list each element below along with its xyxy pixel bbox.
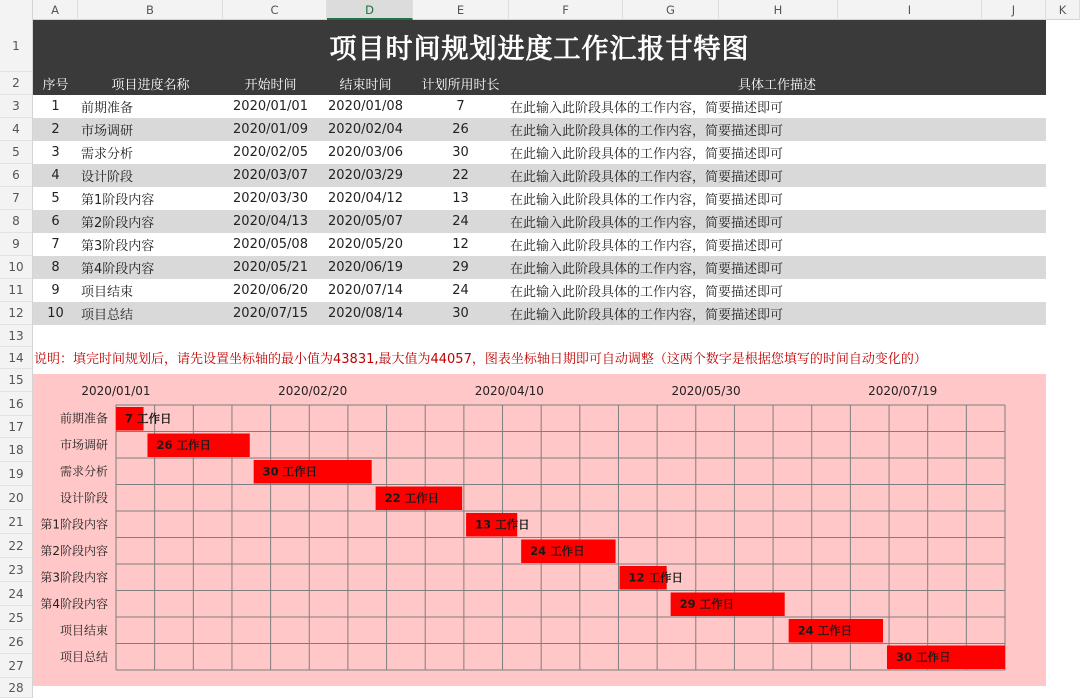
y-category-label: 第1阶段内容 bbox=[40, 517, 108, 532]
select-all-corner[interactable] bbox=[0, 0, 33, 20]
x-tick-label: 2020/04/10 bbox=[474, 384, 544, 398]
cell-name[interactable]: 第2阶段内容 bbox=[81, 216, 155, 231]
cell-end[interactable]: 2020/05/07 bbox=[328, 214, 403, 229]
row-header-1[interactable]: 1 bbox=[0, 20, 32, 72]
y-category-label: 前期准备 bbox=[59, 411, 108, 426]
bar-data-label: 13 工作日 bbox=[475, 517, 530, 532]
x-tick-label: 2020/01/01 bbox=[81, 384, 151, 398]
column-header-h[interactable]: H bbox=[719, 0, 838, 20]
table-row bbox=[33, 210, 1046, 233]
row-header-8[interactable]: 8 bbox=[0, 210, 32, 233]
row-header-4[interactable]: 4 bbox=[0, 118, 32, 141]
cell-seq[interactable]: 8 bbox=[51, 260, 60, 275]
gantt-chart[interactable] bbox=[33, 374, 1046, 686]
column-header-bar bbox=[0, 0, 1080, 20]
cell-end[interactable]: 2020/06/19 bbox=[328, 260, 403, 275]
header-start[interactable]: 开始时间 bbox=[244, 78, 297, 93]
table-row bbox=[33, 302, 1046, 325]
cell-duration[interactable]: 24 bbox=[452, 283, 469, 298]
cell-seq[interactable]: 3 bbox=[51, 145, 60, 160]
row-header-14[interactable]: 14 bbox=[0, 347, 32, 369]
y-category-label: 第2阶段内容 bbox=[40, 543, 108, 558]
bar-data-label: 12 工作日 bbox=[628, 570, 684, 585]
bar-data-label: 30 工作日 bbox=[262, 464, 318, 479]
bar-data-label: 24 工作日 bbox=[530, 543, 585, 558]
cell-name[interactable]: 项目结束 bbox=[81, 285, 134, 300]
cell-desc[interactable]: 在此输入此阶段具体的工作内容，简要描述即可 bbox=[510, 308, 784, 323]
row-header-19[interactable]: 19 bbox=[0, 462, 32, 486]
row-header-17[interactable]: 17 bbox=[0, 416, 32, 438]
cell-seq[interactable]: 7 bbox=[51, 237, 60, 252]
column-header-e[interactable]: E bbox=[413, 0, 509, 20]
table-header-row bbox=[33, 72, 1046, 95]
cell-seq[interactable]: 2 bbox=[51, 122, 60, 137]
column-header-b[interactable]: B bbox=[78, 0, 223, 20]
cell-start[interactable]: 2020/03/07 bbox=[233, 168, 308, 183]
cell-desc[interactable]: 在此输入此阶段具体的工作内容，简要描述即可 bbox=[510, 193, 784, 208]
cell-start[interactable]: 2020/07/15 bbox=[233, 306, 308, 321]
header-seq[interactable]: 序号 bbox=[42, 78, 69, 93]
row-header-23[interactable]: 23 bbox=[0, 558, 32, 582]
row-header-10[interactable]: 10 bbox=[0, 256, 32, 279]
row-header-6[interactable]: 6 bbox=[0, 164, 32, 187]
cell-duration[interactable]: 29 bbox=[452, 260, 469, 275]
cell-start[interactable]: 2020/01/01 bbox=[233, 99, 308, 114]
cell-start[interactable]: 2020/06/20 bbox=[233, 283, 308, 298]
x-tick-label: 2020/02/20 bbox=[278, 384, 348, 398]
row-header-12[interactable]: 12 bbox=[0, 302, 32, 325]
cell-desc[interactable]: 在此输入此阶段具体的工作内容，简要描述即可 bbox=[510, 239, 784, 254]
row-header-7[interactable]: 7 bbox=[0, 187, 32, 210]
y-category-label: 项目结束 bbox=[59, 623, 108, 638]
cell-desc[interactable]: 在此输入此阶段具体的工作内容，简要描述即可 bbox=[510, 147, 784, 162]
cell-duration[interactable]: 30 bbox=[452, 306, 469, 321]
cell-desc[interactable]: 在此输入此阶段具体的工作内容，简要描述即可 bbox=[510, 262, 784, 277]
column-header-i[interactable]: I bbox=[838, 0, 982, 20]
cell-start[interactable]: 2020/04/13 bbox=[233, 214, 308, 229]
row-header-13[interactable]: 13 bbox=[0, 325, 32, 347]
cell-desc[interactable]: 在此输入此阶段具体的工作内容，简要描述即可 bbox=[510, 285, 784, 300]
row-header-27[interactable]: 27 bbox=[0, 654, 32, 678]
row-header-15[interactable]: 15 bbox=[0, 369, 32, 392]
table-row bbox=[33, 118, 1046, 141]
y-category-label: 项目总结 bbox=[59, 649, 108, 664]
cell-name[interactable]: 前期准备 bbox=[81, 101, 134, 116]
gantt-chart-svg bbox=[33, 374, 1046, 686]
cell-duration[interactable]: 24 bbox=[452, 214, 469, 229]
row-header-16[interactable]: 16 bbox=[0, 392, 32, 416]
instruction-note[interactable]: 说明：填完时间规划后，请先设置坐标轴的最小值为43831,最大值为44057，图表坐标轴日期即可自动调整（这两个数字是根据您填写的时间自动变化的） bbox=[34, 351, 927, 367]
x-tick-label: 2020/05/30 bbox=[671, 384, 741, 398]
table-row bbox=[33, 95, 1046, 118]
cell-seq[interactable]: 4 bbox=[51, 168, 60, 183]
header-duration[interactable]: 计划所用时长 bbox=[421, 78, 500, 93]
cell-duration[interactable]: 7 bbox=[456, 99, 465, 114]
cell-end[interactable]: 2020/07/14 bbox=[328, 283, 403, 298]
bar-data-label: 24 工作日 bbox=[797, 623, 853, 638]
column-header-a[interactable]: A bbox=[33, 0, 78, 20]
cell-name[interactable]: 需求分析 bbox=[81, 147, 134, 162]
cell-end[interactable]: 2020/08/14 bbox=[328, 306, 403, 321]
header-end[interactable]: 结束时间 bbox=[339, 78, 392, 93]
cell-desc[interactable]: 在此输入此阶段具体的工作内容，简要描述即可 bbox=[510, 101, 784, 116]
row-header-bar bbox=[0, 20, 33, 698]
cell-seq[interactable]: 9 bbox=[51, 283, 60, 298]
table-row bbox=[33, 256, 1046, 279]
row-header-5[interactable]: 5 bbox=[0, 141, 32, 164]
y-category-label: 设计阶段 bbox=[59, 490, 108, 505]
bar-data-label: 29 工作日 bbox=[679, 596, 735, 611]
cell-end[interactable]: 2020/03/06 bbox=[328, 145, 403, 160]
cell-name[interactable]: 第3阶段内容 bbox=[81, 239, 155, 254]
cell-start[interactable]: 2020/05/21 bbox=[233, 260, 308, 275]
table-row bbox=[33, 141, 1046, 164]
cell-desc[interactable]: 在此输入此阶段具体的工作内容，简要描述即可 bbox=[510, 170, 784, 185]
cell-duration[interactable]: 30 bbox=[452, 145, 469, 160]
cell-end[interactable]: 2020/04/12 bbox=[328, 191, 403, 206]
y-category-label: 第4阶段内容 bbox=[40, 596, 108, 611]
cell-desc[interactable]: 在此输入此阶段具体的工作内容，简要描述即可 bbox=[510, 216, 784, 231]
bar-data-label: 30 工作日 bbox=[895, 649, 951, 664]
y-category-label: 第3阶段内容 bbox=[40, 570, 108, 585]
y-category-label: 需求分析 bbox=[59, 464, 108, 479]
cell-start[interactable]: 2020/02/05 bbox=[233, 145, 308, 160]
header-desc[interactable]: 具体工作描述 bbox=[737, 78, 816, 93]
cell-seq[interactable]: 5 bbox=[51, 191, 60, 206]
cell-seq[interactable]: 6 bbox=[51, 214, 60, 229]
cell-end[interactable]: 2020/01/08 bbox=[328, 99, 403, 114]
bar-data-label: 7 工作日 bbox=[125, 411, 172, 426]
cell-seq[interactable]: 10 bbox=[47, 306, 64, 321]
column-header-k[interactable]: K bbox=[1046, 0, 1080, 20]
bar-data-label: 26 工作日 bbox=[156, 437, 211, 452]
row-header-21[interactable]: 21 bbox=[0, 510, 32, 534]
header-name[interactable]: 项目进度名称 bbox=[111, 78, 190, 93]
column-header-g[interactable]: G bbox=[623, 0, 719, 20]
row-header-9[interactable]: 9 bbox=[0, 233, 32, 256]
cell-end[interactable]: 2020/05/20 bbox=[328, 237, 403, 252]
cell-duration[interactable]: 12 bbox=[452, 237, 469, 252]
cell-duration[interactable]: 26 bbox=[452, 122, 469, 137]
row-header-24[interactable]: 24 bbox=[0, 582, 32, 606]
table-row bbox=[33, 164, 1046, 187]
cell-seq[interactable]: 1 bbox=[51, 99, 60, 114]
column-header-j[interactable]: J bbox=[982, 0, 1046, 20]
row-header-28[interactable]: 28 bbox=[0, 678, 32, 698]
y-category-label: 市场调研 bbox=[59, 437, 108, 452]
row-header-22[interactable]: 22 bbox=[0, 534, 32, 558]
column-header-f[interactable]: F bbox=[509, 0, 623, 20]
row-header-20[interactable]: 20 bbox=[0, 486, 32, 510]
table-row bbox=[33, 187, 1046, 210]
cell-duration[interactable]: 22 bbox=[452, 168, 469, 183]
table-row bbox=[33, 233, 1046, 256]
row-header-26[interactable]: 26 bbox=[0, 630, 32, 654]
row-header-2[interactable]: 2 bbox=[0, 72, 32, 95]
cell-desc[interactable]: 在此输入此阶段具体的工作内容，简要描述即可 bbox=[510, 124, 784, 139]
cell-name[interactable]: 第1阶段内容 bbox=[81, 193, 155, 208]
column-header-c[interactable]: C bbox=[223, 0, 327, 20]
bar-data-label: 22 工作日 bbox=[384, 490, 440, 505]
cell-start[interactable]: 2020/05/08 bbox=[233, 237, 308, 252]
cell-name[interactable]: 项目总结 bbox=[81, 308, 134, 323]
row-header-3[interactable]: 3 bbox=[0, 95, 32, 118]
cell-name[interactable]: 第4阶段内容 bbox=[81, 262, 155, 277]
cell-end[interactable]: 2020/02/04 bbox=[328, 122, 403, 137]
row-header-11[interactable]: 11 bbox=[0, 279, 32, 302]
cell-start[interactable]: 2020/03/30 bbox=[233, 191, 308, 206]
x-tick-label: 2020/07/19 bbox=[868, 384, 938, 398]
table-row bbox=[33, 279, 1046, 302]
row-header-18[interactable]: 18 bbox=[0, 438, 32, 462]
cell-duration[interactable]: 13 bbox=[452, 191, 469, 206]
column-header-d[interactable]: D bbox=[327, 0, 413, 20]
cell-name[interactable]: 设计阶段 bbox=[81, 170, 134, 185]
cell-start[interactable]: 2020/01/09 bbox=[233, 122, 308, 137]
row-header-25[interactable]: 25 bbox=[0, 606, 32, 630]
sheet-title: 项目时间规划进度工作汇报甘特图 bbox=[33, 20, 1046, 72]
cell-name[interactable]: 市场调研 bbox=[81, 124, 134, 139]
cell-end[interactable]: 2020/03/29 bbox=[328, 168, 403, 183]
